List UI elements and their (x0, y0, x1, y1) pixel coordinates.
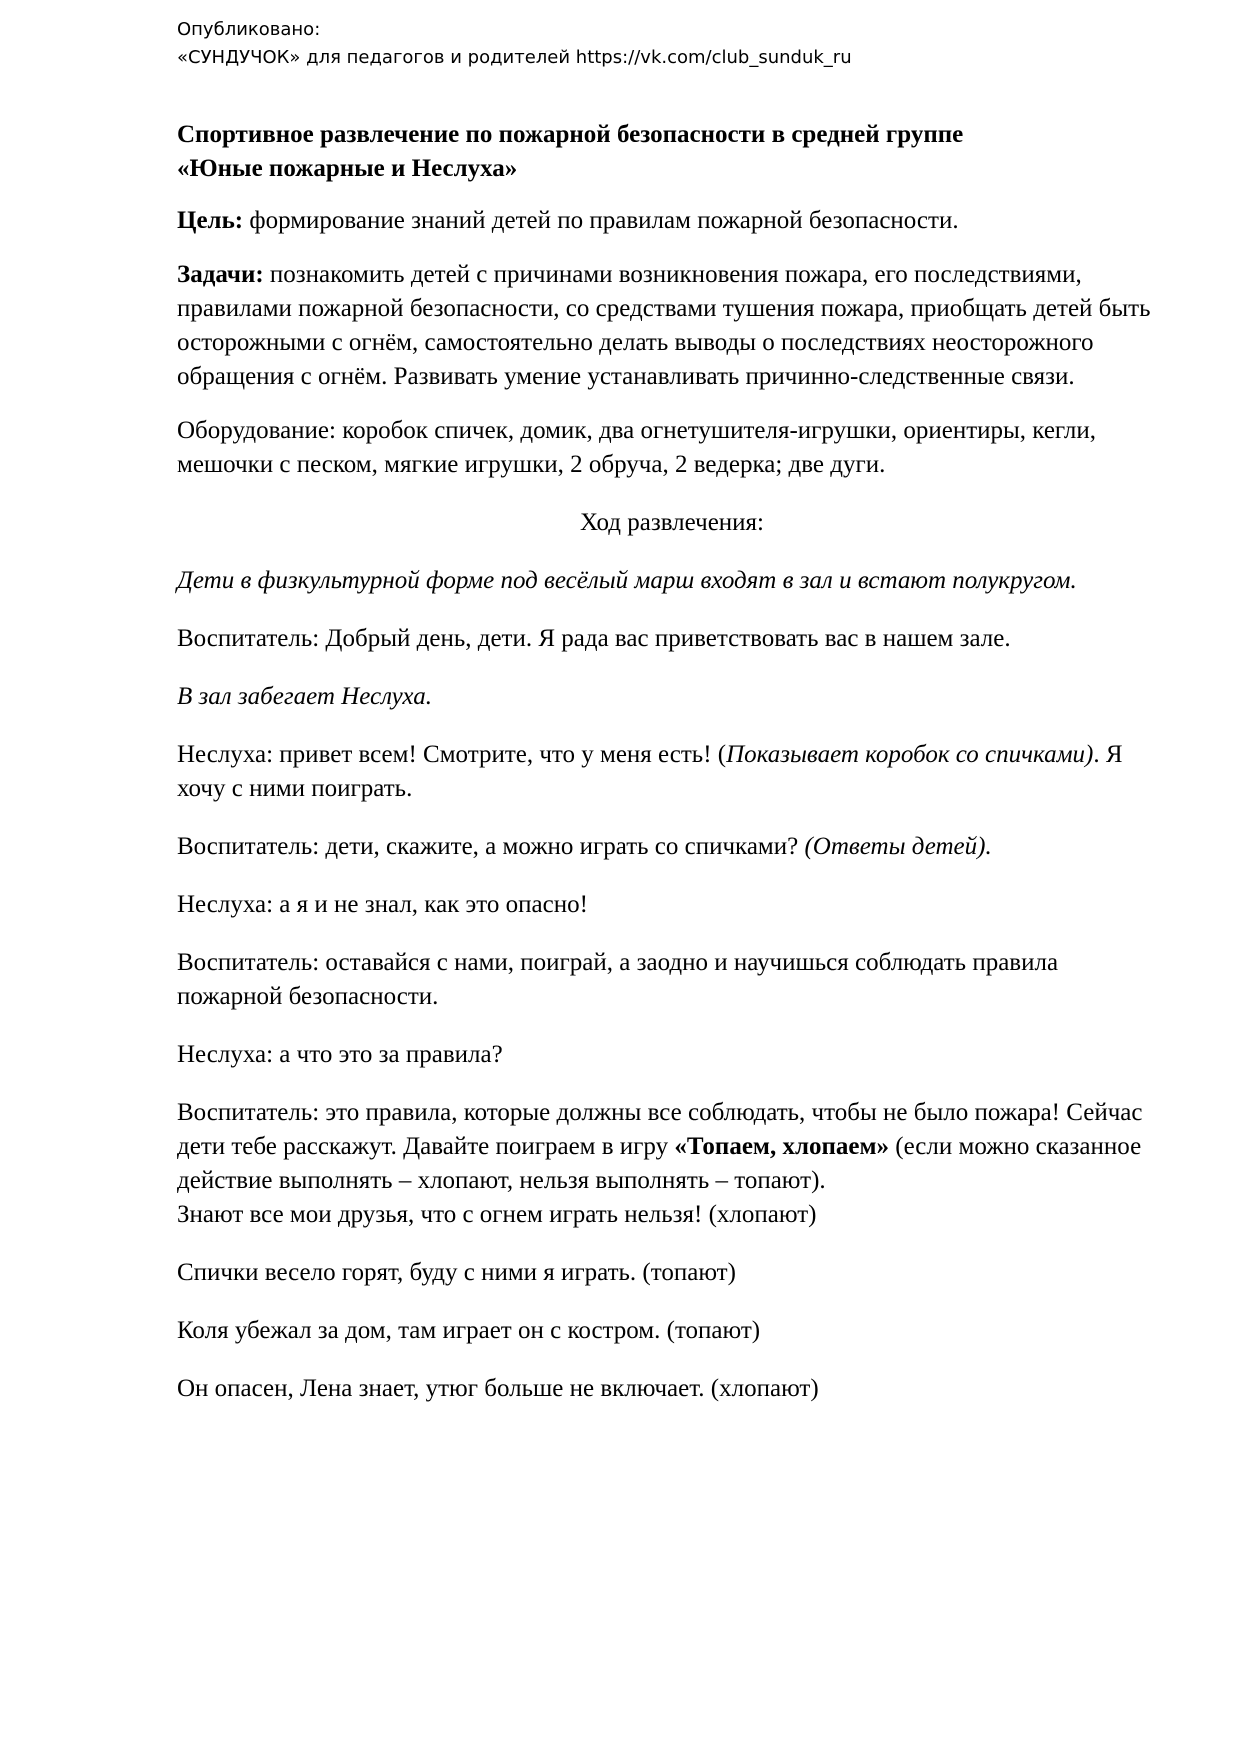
stage-remark: Показывает коробок со спичками) (726, 741, 1094, 768)
goal-label: Цель: (177, 207, 244, 234)
goal-text: формирование знаний детей по правилам пожарной безопасности. (243, 207, 959, 234)
stage-remark: (Ответы детей). (804, 833, 992, 860)
rhyme-line: Коля убежал за дом, там играет он с костром. (топают) (177, 1317, 761, 1344)
rhyme-line: Спички весело горят, буду с ними я играть. (топают) (177, 1259, 736, 1286)
document-body (177, 118, 1167, 1430)
title-line-2: «Юные пожарные и Неслуха» (177, 155, 518, 182)
dialogue-text: . Я хочу с ними поиграть. (177, 741, 1123, 802)
progress-heading: Ход развлечения: (580, 509, 764, 536)
stage-direction: Дети в физкультурной форме под весёлый марш входят в зал и встают полукругом. (177, 567, 1077, 594)
dialogue-line (177, 830, 1167, 864)
dialogue-line: Воспитатель: Добрый день, дети. Я рада вас приветствовать вас в нашем зале. (177, 625, 1011, 652)
stage-direction: В зал забегает Неслуха. (177, 683, 432, 710)
dialogue-line (177, 1096, 1167, 1198)
rhyme-line: Он опасен, Лена знает, утюг больше не включает. (хлопают) (177, 1375, 819, 1402)
published-label: Опубликовано: (177, 19, 321, 40)
publication-header (177, 16, 852, 72)
dialogue-text: (если можно сказанное действие выполнять – хлопают, нельзя выполнять – топают). (177, 1133, 1142, 1194)
publisher-line: «СУНДУЧОК» для педагогов и родителей https://vk.com/club_sunduk_ru (177, 47, 852, 68)
dialogue-text: Воспитатель: это правила, которые должны все соблюдать, чтобы не было пожара! Сейчас дети тебе расскажут. Давайте поиграем в игру (177, 1099, 1143, 1160)
tasks-text: познакомить детей с причинами возникновения пожара, его последствиями, правилами пожарной безопасности, со средствами тушения пожара, приобщать детей быть осторожными с огнём, самостоятельно делать выводы о последствиях неосторожного обращения с огнём. Развивать умение устанавливать причинно-следственные связи. (177, 261, 1151, 390)
rhyme-line: Знают все мои друзья, что с огнем играть нельзя! (хлопают) (177, 1201, 817, 1228)
dialogue-text: Неслуха: привет всем! Смотрите, что у меня есть! ( (177, 741, 727, 768)
game-name: «Топаем, хлопаем» (674, 1133, 889, 1160)
dialogue-text: Воспитатель: дети, скажите, а можно играть со спичками? (177, 833, 805, 860)
dialogue-line: Воспитатель: оставайся с нами, поиграй, а заодно и научишься соблюдать правила пожарной безопасности. (177, 949, 1059, 1010)
document-title (177, 118, 1167, 186)
goal-paragraph (177, 204, 1167, 238)
title-line-1: Спортивное развлечение по пожарной безопасности в средней группе (177, 121, 964, 148)
dialogue-line (177, 738, 1167, 806)
tasks-paragraph (177, 258, 1167, 394)
equipment-paragraph: Оборудование: коробок спичек, домик, два огнетушителя-игрушки, ориентиры, кегли, мешочки с песком, мягкие игрушки, 2 обруча, 2 ведерка; две дуги. (177, 417, 1097, 478)
dialogue-line: Неслуха: а я и не знал, как это опасно! (177, 891, 588, 918)
dialogue-line: Неслуха: а что это за правила? (177, 1041, 503, 1068)
tasks-label: Задачи: (177, 261, 264, 288)
